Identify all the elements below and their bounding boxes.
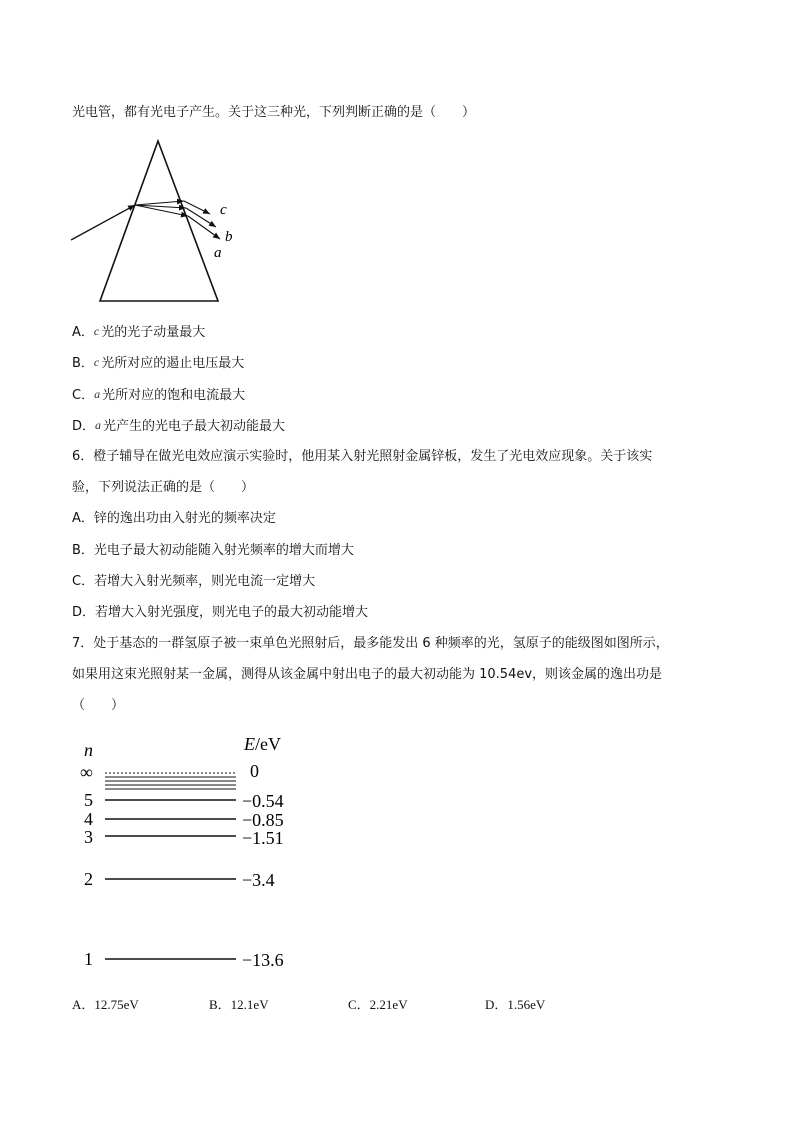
- q5-option-b[interactable]: B．c 光所对应的遏止电压最大: [72, 355, 245, 371]
- q7-option-a[interactable]: A．12.75eV: [72, 997, 139, 1012]
- energy-axis-label: E/eV: [244, 734, 281, 754]
- q5-stem: 光电管，都有光电子产生。关于这三种光，下列判断正确的是（ ）: [72, 105, 476, 120]
- q5-option-c[interactable]: C．a 光所对应的饱和电流最大: [72, 387, 246, 403]
- prism-diagram: [60, 136, 260, 308]
- q5-option-d[interactable]: D．a 光产生的光电子最大初动能最大: [72, 418, 286, 434]
- energy-1: −13.6: [242, 950, 284, 970]
- level-n-inf: ∞: [80, 762, 93, 782]
- level-n-3: 3: [84, 827, 93, 847]
- prism: [100, 141, 218, 301]
- label-c: c: [220, 202, 227, 218]
- q6-stem-line2: 验，下列说法正确的是（ ）: [72, 480, 255, 495]
- q7-stem-line2: 如果用这束光照射某一金属，测得从该金属中射出电子的最大初动能为 10.54ev，则该金属的逸出功是: [72, 667, 663, 682]
- incident-ray: [71, 205, 135, 240]
- label-a: a: [214, 245, 222, 261]
- q7-option-d[interactable]: D．1.56eV: [485, 997, 546, 1012]
- ray-c: [184, 201, 210, 214]
- label-b: b: [225, 229, 233, 245]
- energy-inf: 0: [250, 761, 259, 781]
- energy-level-diagram: [72, 728, 312, 978]
- q6-stem-line1: 6．橙子辅导在做光电效应演示实验时，他用某入射光照射金属锌板，发生了光电效应现象。关于该实: [72, 449, 653, 464]
- n-axis-label: n: [84, 740, 93, 760]
- level-n-1: 1: [84, 949, 93, 969]
- energy-5: −0.54: [242, 791, 284, 811]
- level-n-5: 5: [84, 790, 93, 810]
- q7-stem-line3: （ ）: [72, 698, 125, 713]
- q7-option-b[interactable]: B．12.1eV: [209, 997, 269, 1012]
- energy-3: −1.51: [242, 828, 284, 848]
- q7-option-c[interactable]: C．2.21eV: [348, 997, 408, 1012]
- q6-option-b[interactable]: B．光电子最大初动能随入射光频率的增大而增大: [72, 543, 354, 558]
- q6-option-d[interactable]: D．若增大入射光强度，则光电子的最大初动能增大: [72, 605, 369, 620]
- q7-stem-line1: 7．处于基态的一群氢原子被一束单色光照射后，最多能发出 6 种频率的光，氢原子的能级图如图所示，: [72, 636, 669, 651]
- energy-4: −0.85: [242, 810, 284, 830]
- level-n-2: 2: [84, 869, 93, 889]
- q6-option-c[interactable]: C．若增大入射光频率，则光电流一定增大: [72, 574, 316, 589]
- level-n-4: 4: [84, 809, 93, 829]
- q5-option-a[interactable]: A．c 光的光子动量最大: [72, 324, 206, 340]
- energy-2: −3.4: [242, 870, 275, 890]
- q6-option-a[interactable]: A．锌的逸出功由入射光的频率决定: [72, 511, 276, 526]
